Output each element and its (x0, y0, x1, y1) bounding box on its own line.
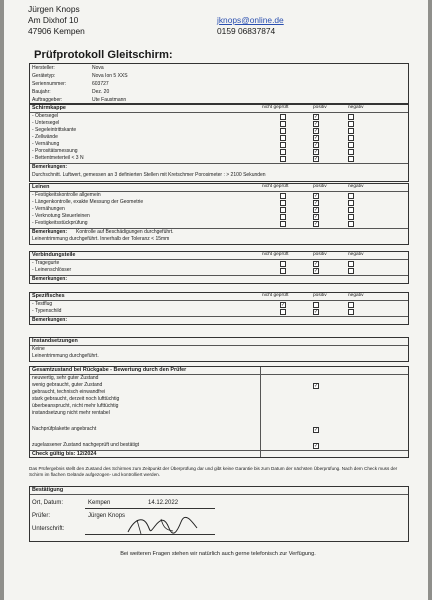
col-negative: negativ (348, 105, 364, 110)
remarks-label: Bemerkungen: (32, 276, 68, 282)
page-title: Prüfprotokoll Gleitschirm: (34, 49, 173, 61)
remarks-text: Durchschnitt. Luftwert, gemessen an 3 definierten Stellen mit Kretschmer Porosimeter : > 2100 Sekunden (32, 172, 266, 178)
checkbox-not-checked[interactable] (280, 149, 286, 155)
info-value: Ute Faustmann (92, 97, 127, 103)
col-not-checked: nicht geprüft (262, 105, 289, 110)
instandsetzungen-section (29, 337, 409, 362)
checkbox-not-checked[interactable] (280, 193, 286, 199)
check-item: - Festigkeitskontrolle allgemein (32, 192, 101, 198)
check-item: - Bettentmeterteil < 3 N (32, 155, 84, 161)
checkbox-negative[interactable] (348, 149, 354, 155)
checkbox-positive[interactable]: ✓ (314, 149, 319, 155)
repair-line: Leinentrimmung durchgeführt. (32, 353, 99, 359)
section-title: Bestätigung (32, 487, 64, 493)
gesamtzustand-section (29, 366, 409, 458)
check-item: - Längenkontrolle, exakte Messung der Geometrie (32, 199, 144, 205)
checkbox-not-checked[interactable] (280, 135, 286, 141)
checkbox-negative[interactable] (348, 214, 354, 220)
checkbox-negative[interactable] (348, 128, 354, 134)
checkbox-plakette[interactable]: ✓ (314, 427, 319, 433)
checkbox-positive[interactable]: ✓ (314, 214, 319, 220)
check-item: - Segeleintrittskante (32, 127, 77, 133)
info-label: Hersteller: (32, 65, 55, 71)
approved-label: zugelassener Zustand nachgeprüft und bestätigt (32, 442, 140, 448)
checkbox-not-checked[interactable] (280, 114, 286, 120)
info-label: Baujahr: (32, 89, 51, 95)
checkbox-positive[interactable]: ✓ (314, 135, 319, 141)
sender-street: Am Dixhof 10 (28, 15, 79, 25)
inspector-name: Jürgen Knops (88, 513, 126, 519)
check-item: - Typenschild (32, 308, 62, 314)
checkbox-positive[interactable]: ✓ (314, 121, 319, 127)
checkbox-negative[interactable] (348, 193, 354, 199)
checkbox-condition[interactable]: ✓ (314, 383, 319, 389)
sender-phone: 0159 06837874 (217, 26, 276, 36)
sender-city: 47906 Kempen (28, 26, 85, 36)
remarks-label: Bemerkungen: (32, 229, 68, 235)
check-item: - Testflug (32, 301, 53, 307)
remarks-label: Bemerkungen: (32, 164, 68, 170)
device-info-box (29, 63, 409, 104)
info-value: 603727 (92, 81, 109, 87)
checkbox-not-checked[interactable] (280, 121, 286, 127)
checkbox-not-checked[interactable] (280, 156, 286, 162)
checkbox-positive[interactable]: ✓ (314, 193, 319, 199)
check-item: - Tragegurte (32, 260, 60, 266)
col-positive: positiv (313, 184, 327, 189)
checkbox-negative[interactable] (348, 200, 354, 206)
disclaimer-text: Das Prüfergebnis stellt den Zustand des Schirmes zum Zeitpunkt der Überprüfung dar und gibt keine Garantie bis zum Datum der nächsten Überprüfung. Nach dem Check muss der Schirm im flachen Gelände aufgezogen- und kontrolliert werden. (29, 466, 398, 477)
sender-address (28, 4, 85, 37)
checkbox-negative[interactable] (348, 261, 354, 267)
verbindung-section (29, 251, 409, 284)
col-negative: negativ (348, 184, 364, 189)
checkbox-negative[interactable] (348, 121, 354, 127)
checkbox-positive[interactable]: ✓ (314, 114, 319, 120)
checkbox-not-checked[interactable] (280, 128, 286, 134)
section-title: Schirmkappe (32, 105, 66, 111)
remarks-text: Kontrolle auf Beschädigungen durchgeführt. (76, 229, 174, 235)
schirmkappe-section (29, 104, 409, 182)
section-title: Leinen (32, 184, 50, 190)
checkbox-negative[interactable] (348, 268, 354, 274)
checkbox-positive[interactable]: ✓ (314, 200, 319, 206)
bestaetigung-section (29, 486, 409, 542)
sender-name: Jürgen Knops (28, 4, 80, 14)
section-title: Instandsetzungen (32, 338, 78, 344)
check-item: - Festigkeitsstückprüfung (32, 220, 88, 226)
checkbox-positive[interactable]: ✓ (314, 309, 319, 315)
col-negative: negativ (348, 293, 364, 298)
check-item: - Zellwände (32, 134, 58, 140)
condition-item: stark gebraucht, derzeit noch lufttüchtig (32, 396, 120, 402)
checkbox-negative[interactable] (348, 114, 354, 120)
col-positive: positiv (313, 252, 327, 257)
col-not-checked: nicht geprüft (262, 293, 289, 298)
check-item: - Porositätsmessung (32, 148, 78, 154)
checkbox-approved[interactable]: ✓ (314, 443, 319, 449)
checkbox-not-checked[interactable]: ✓ (281, 302, 286, 308)
document-page (4, 0, 428, 600)
checkbox-positive[interactable]: ✓ (314, 261, 319, 267)
info-value: Nova Ion 5 XXS (92, 73, 128, 79)
remarks-text: Leinentrimmung durchgeführt. Innerhalb der Toleranz < 15mm (32, 236, 170, 242)
checkbox-negative[interactable] (348, 309, 354, 315)
checkbox-positive[interactable] (313, 302, 319, 308)
checkbox-not-checked[interactable] (280, 221, 286, 227)
section-title: Gesamtzustand bei Rückgabe - Bewertung durch den Prüfer (32, 367, 187, 373)
checkbox-negative[interactable] (348, 221, 354, 227)
info-label: Auftraggeber: (32, 97, 63, 103)
check-item: - Vernähung (32, 141, 60, 147)
checkbox-positive[interactable]: ✓ (314, 207, 319, 213)
check-valid-until: Check gültig bis: 12/2024 (32, 451, 97, 457)
signature-label: Unterschrift: (32, 526, 65, 532)
plakette-label: Nachprüfplakette angebracht (32, 426, 97, 432)
leinen-section (29, 183, 409, 245)
checkbox-not-checked[interactable] (280, 261, 286, 267)
condition-item: wenig gebraucht, guter Zustand (32, 382, 103, 388)
handwritten-signature (125, 514, 200, 536)
condition-item: gebraucht, technisch einwandfrei (32, 389, 106, 395)
place-value: Kempen (88, 500, 111, 506)
check-item: - Untersegel (32, 120, 60, 126)
section-title: Verbindungsteile (32, 252, 76, 258)
checkbox-not-checked[interactable] (280, 142, 286, 148)
checkbox-negative[interactable] (348, 156, 354, 162)
checkbox-positive[interactable]: ✓ (314, 128, 319, 134)
place-date-label: Ort, Datum: (32, 500, 64, 506)
condition-item: überbeansprucht, nicht mehr lufttüchtig (32, 403, 119, 409)
checkbox-not-checked[interactable] (280, 268, 286, 274)
col-negative: negativ (348, 252, 364, 257)
info-value: Nova (92, 65, 104, 71)
info-label: Seriennummer: (32, 81, 67, 87)
check-item: - Verknotung Steuerleinen (32, 213, 90, 219)
condition-item: neuwertig, sehr guter Zustand (32, 375, 99, 381)
remarks-label: Bemerkungen: (32, 317, 68, 323)
col-not-checked: nicht geprüft (262, 184, 289, 189)
checkbox-negative[interactable] (348, 142, 354, 148)
checkbox-negative[interactable] (348, 135, 354, 141)
check-item: - Obersegel (32, 113, 59, 119)
checkbox-negative[interactable] (348, 207, 354, 213)
checkbox-positive[interactable]: ✓ (314, 156, 319, 162)
col-positive: positiv (313, 105, 327, 110)
checkbox-not-checked[interactable] (280, 207, 286, 213)
inspector-label: Prüfer: (32, 513, 51, 519)
section-title: Spezifisches (32, 293, 65, 299)
check-item: - Leinenschlösser (32, 267, 72, 273)
spezifisches-section (29, 292, 409, 325)
condition-item: instandsetzung nicht mehr rentabel (32, 410, 110, 416)
info-value: Dez. 20 (92, 89, 110, 95)
sender-email[interactable]: jknops@online.de (217, 15, 284, 25)
repair-line: Keine (32, 346, 45, 352)
check-item: - Vernähungen (32, 206, 65, 212)
checkbox-positive[interactable]: ✓ (314, 142, 319, 148)
checkbox-positive[interactable]: ✓ (314, 268, 319, 274)
info-label: Gerätetyp: (32, 73, 56, 79)
checkbox-not-checked[interactable] (280, 214, 286, 220)
checkbox-negative[interactable] (348, 302, 354, 308)
col-positive: positiv (313, 293, 327, 298)
date-value: 14.12.2022 (148, 500, 179, 506)
checkbox-positive[interactable]: ✓ (314, 221, 319, 227)
checkbox-not-checked[interactable] (280, 200, 286, 206)
checkbox-not-checked[interactable] (280, 309, 286, 315)
col-not-checked: nicht geprüft (262, 252, 289, 257)
footer-text: Bei weiteren Fragen stehen wir natürlich auch gerne telefonisch zur Verfügung. (120, 551, 316, 557)
